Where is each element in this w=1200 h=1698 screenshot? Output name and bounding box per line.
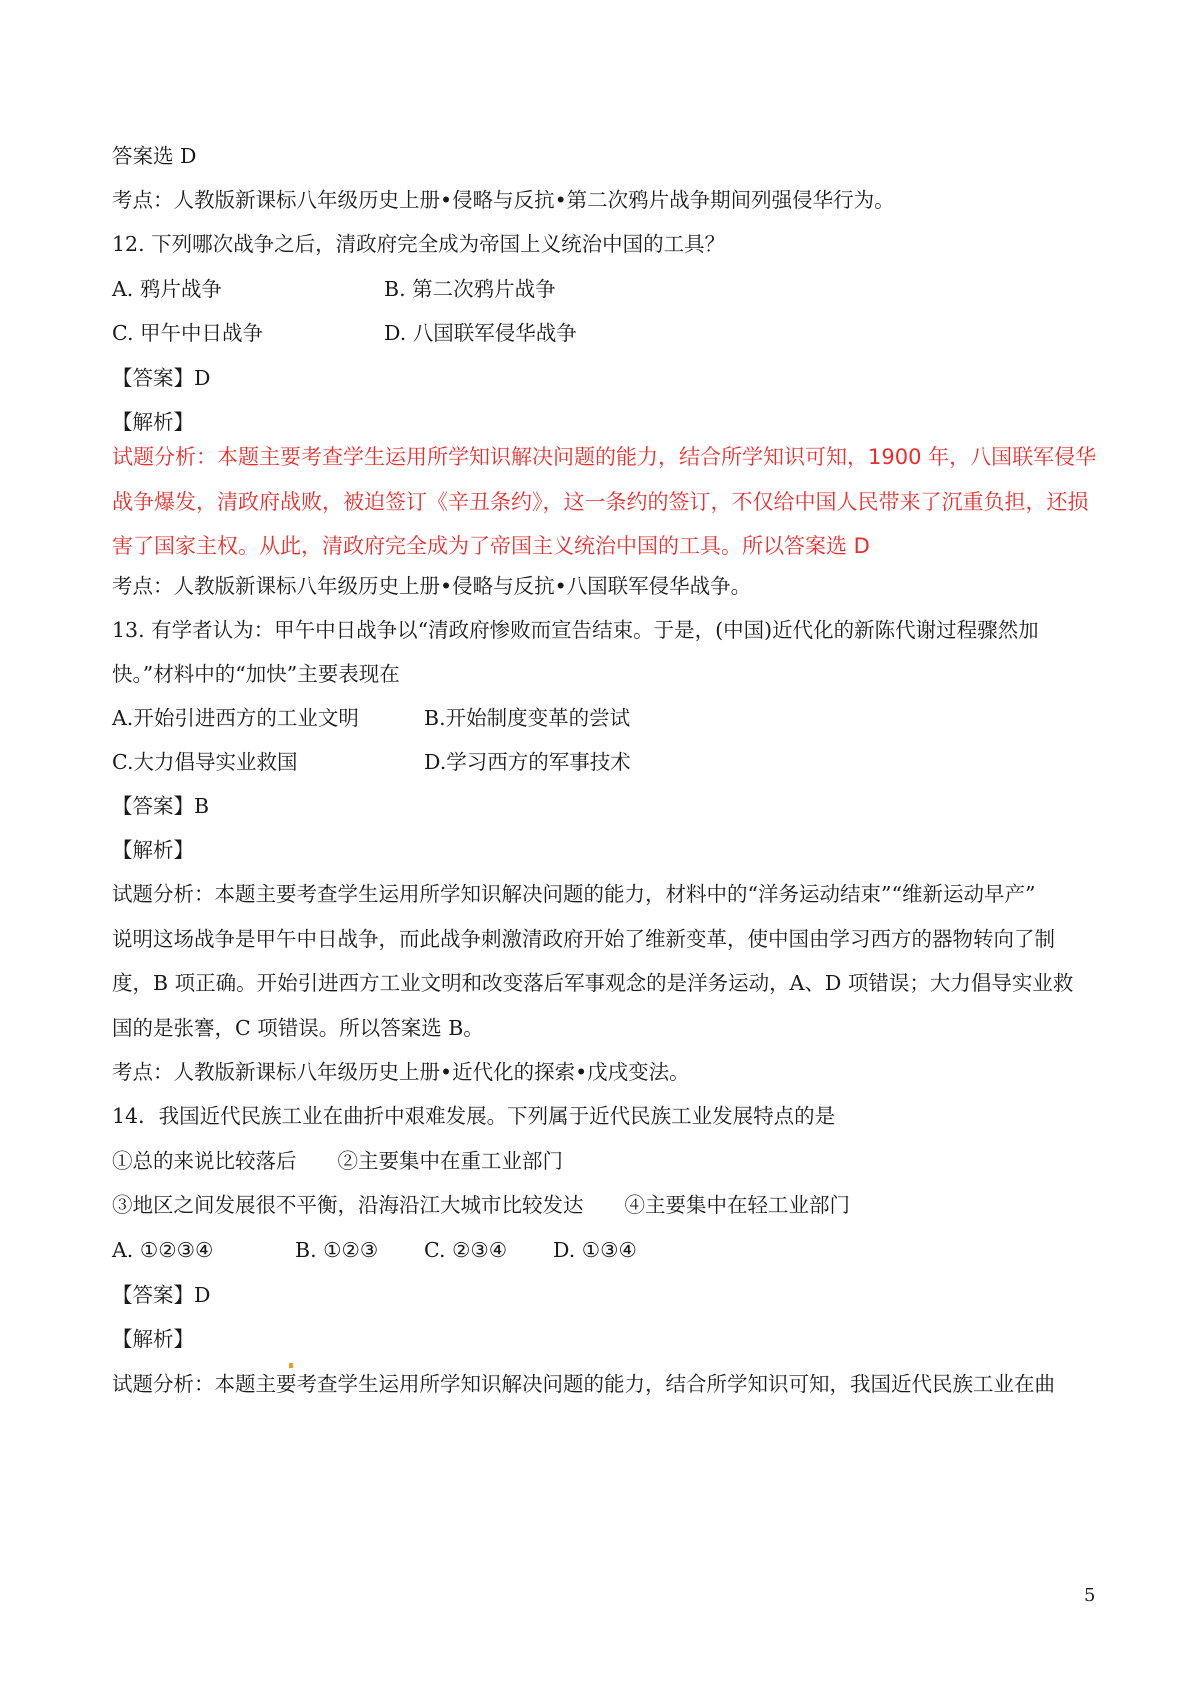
q12-answer: 【答案】D <box>112 366 211 390</box>
answer-line: 答案选 D <box>112 144 197 168</box>
q14-option-b: B. ①②③ <box>295 1238 379 1262</box>
q12-analysis-heading: 【解析】 <box>112 410 194 434</box>
q14-analysis-heading: 【解析】 <box>112 1327 194 1351</box>
page-number: 5 <box>1084 1585 1096 1606</box>
q13-option-a: A.开始引进西方的工业文明 <box>112 706 359 730</box>
q13-option-b: B.开始制度变革的尝试 <box>424 706 631 730</box>
q13-analysis-line-4: 国的是张謇，C 项错误。所以答案选 B。 <box>112 1016 484 1040</box>
q12-analysis-line-2: 战争爆发，清政府战败，被迫签订《辛丑条约》，这一条约的签订，不仅给中国人民带来了沉重负担，还损 <box>112 490 1089 514</box>
question-14: 14．我国近代民族工业在曲折中艰难发展。下列属于近代民族工业发展特点的是 <box>112 1104 836 1128</box>
exam-point: 考点：人教版新课标八年级历史上册•侵略与反抗•第二次鸦片战争期间列强侵华行为。 <box>112 188 895 212</box>
q13-answer: 【答案】B <box>112 794 210 818</box>
q14-statements-1: ①总的来说比较落后 ②主要集中在重工业部门 <box>112 1149 563 1173</box>
q14-option-d: D. ①③④ <box>553 1238 637 1262</box>
q13-exam-point: 考点：人教版新课标八年级历史上册•近代化的探索•戊戌变法。 <box>112 1060 690 1084</box>
q12-exam-point: 考点：人教版新课标八年级历史上册•侵略与反抗•八国联军侵华战争。 <box>112 574 752 598</box>
q12-analysis-line-1: 试题分析：本题主要考查学生运用所学知识解决问题的能力，结合所学知识可知，1900 年，八国联军侵华 <box>112 445 1097 469</box>
q13-analysis-line-1: 试题分析：本题主要考查学生运用所学知识解决问题的能力，材料中的“洋务运动结束”“维新运动早产” <box>112 882 1036 906</box>
question-12: 12. 下列哪次战争之后，清政府完全成为帝国上义统治中国的工具？ <box>112 232 726 256</box>
q13-analysis-line-2: 说明这场战争是甲午中日战争，而此战争刺激清政府开始了维新变革，使中国由学习西方的器物转向了制 <box>112 927 1055 951</box>
q13-option-c: C.大力倡导实业救国 <box>112 750 298 774</box>
q12-option-d: D. 八国联军侵华战争 <box>384 321 577 345</box>
q13-analysis-line-3: 度，B 项正确。开始引进西方工业文明和改变落后军事观念的是洋务运动，A、D 项错误；大力倡导实业救 <box>112 971 1074 995</box>
q12-option-c: C. 甲午中日战争 <box>112 321 263 345</box>
q14-answer: 【答案】D <box>112 1283 211 1307</box>
q12-analysis-line-3: 害了国家主权。从此，清政府完全成为了帝国主义统治中国的工具。所以答案选 D <box>112 534 870 558</box>
q14-option-c: C. ②③④ <box>424 1238 508 1262</box>
q14-statements-2: ③地区之间发展很不平衡，沿海沿江大城市比较发达 ④主要集中在轻工业部门 <box>112 1193 850 1217</box>
q13-analysis-heading: 【解析】 <box>112 838 194 862</box>
q13-option-d: D.学习西方的军事技术 <box>424 750 631 774</box>
question-13-line-1: 13. 有学者认为：甲午中日战争以“清政府惨败而宣告结束。于是，(中国)近代化的新陈代谢过程骤然加 <box>112 618 1039 642</box>
highlight-mark <box>289 1363 293 1368</box>
q14-analysis-line-1: 试题分析：本题主要考查学生运用所学知识解决问题的能力，结合所学知识可知，我国近代民族工业在曲 <box>112 1372 1055 1396</box>
q14-option-a: A. ①②③④ <box>112 1238 214 1262</box>
question-13-line-2: 快。”材料中的“加快”主要表现在 <box>112 662 400 686</box>
q12-option-a: A. 鸦片战争 <box>112 277 222 301</box>
q12-option-b: B. 第二次鸦片战争 <box>384 277 556 301</box>
